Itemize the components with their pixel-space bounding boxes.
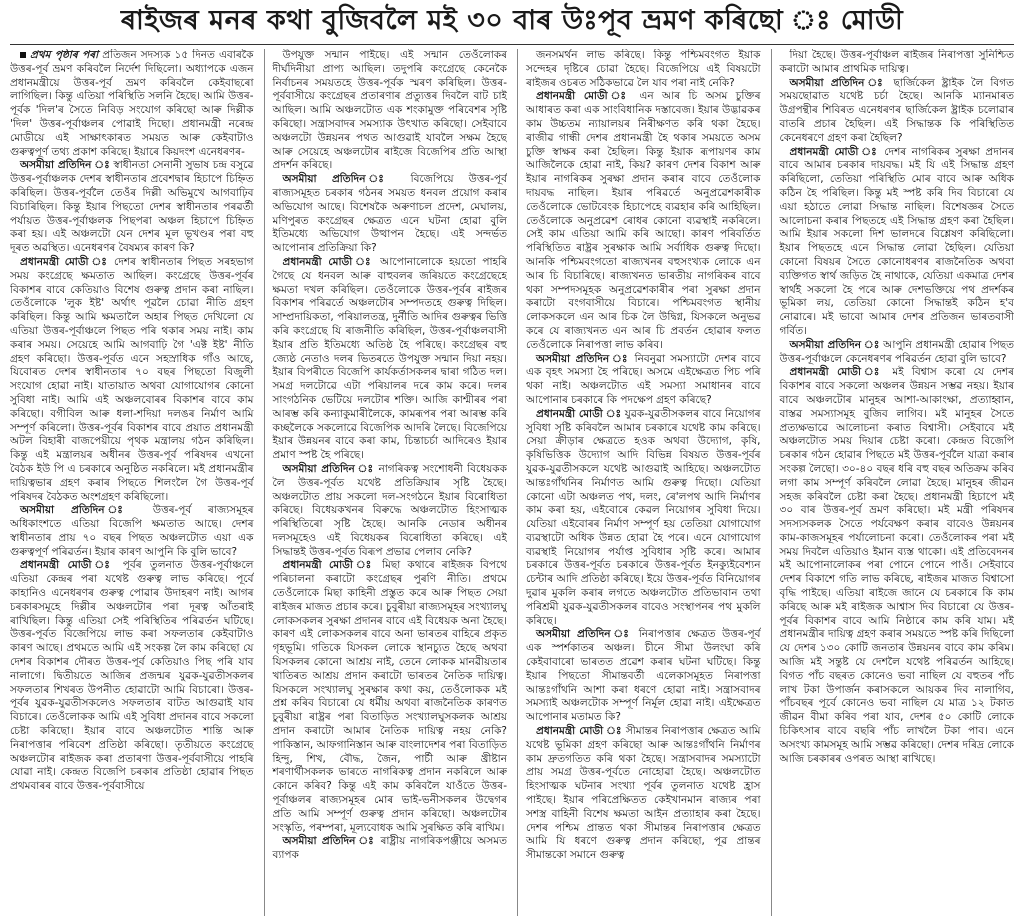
speaker-label: প্ৰধানমন্ত্ৰী মোডী ঃ: [20, 559, 115, 572]
answer-paragraph: [780, 146, 1015, 339]
paragraph-text: আপুনি প্ৰধানমন্ত্ৰী হোৱাৰ পিছত উত্তৰ-পূৰ্বাঞ্চলে কেনেধৰণৰ পৰিৱৰ্তন হোৱা বুলি ভাবে?: [779, 338, 1014, 365]
speaker-label: অসমীয়া প্ৰতিদিন ঃ: [536, 352, 630, 365]
question-paragraph: [273, 835, 508, 863]
paragraph-text: জনসমৰ্থন লাভ কৰিছে। কিন্তু পশ্চিমবংগত ইয়াক সন্দেহৰ দৃষ্টিৰে চোৱা হৈছে। বিজেপিয়ে এই বিষয়টো ৰাইজৰ ওচৰত সঠিকভাৱে লৈ যাব পৰা নাই নেকি?: [526, 49, 761, 89]
paragraph-text: যুৱক-যুৱতীসকলৰ বাবে নিয়োগৰ সুবিধা সৃষ্টি কৰিবলৈ আমাৰ চৰকাৰে যথেষ্ট কাম কৰিছে। সেয়া ক্ৰীড়াৰ ক্ষেত্ৰতে হওক অথবা উদ্যোগ, কৃষি, কৃষিভিত্তিক উদ্যোগ আদি বিভিন্ন বিষয়ত উত্তৰ-পূৰ্বৰ যুৱক-যুৱতীসকলে যথেষ্ট আগুৱাই আহিছে। অঞ্চলটোত আন্তঃগাঁথনিৰ নিৰ্মাণত আমি গুৰুত্ব দিছো। যেতিয়া কোনো এটা অঞ্চলত পথ, দলং, ৰে'লপথ আদি নিৰ্মাণৰ কাম কৰা হয়, এইবোৰে কেৱল নিয়োগৰ সুবিধা দিয়ে। যেতিয়া এইবোৰৰ নিৰ্মাণ সম্পূৰ্ণ হয় তেতিয়া যোগাযোগ ব্যৱস্থাটো অধিক উন্নত হোৱা হৈ পৰে। এনে যোগাযোগ ব্যৱস্থাই নিয়োগৰ পৰ্যাপ্ত সুবিধাৰ সৃষ্টি কৰে। আমাৰ চৰকাৰে উত্তৰ-পূৰ্বত চৰকাৰে উত্তৰ-পূৰ্বত ইনক্যুইবেশ্যন চেন্টাৰ আদি প্ৰতিষ্ঠা কৰিছে। ইয়ে উত্তৰ-পূৰ্বত বিনিয়োগৰ দুৱাৰ মুকলি কৰাৰ লগতে অঞ্চলটোত প্ৰতিভাবান তথা পৰিশ্ৰমী যুৱক-যুৱতীসকলৰ বাবেও সংস্থাপনৰ পথ মুকলি কৰিছে।: [526, 407, 761, 627]
paragraph-text: স্বাধীনতা সেনানী সুভাষ চন্দ্ৰ বসুৱে উত্তৰ-পূৰ্বাঞ্চলক দেশৰ স্বাধীনতাৰ প্ৰবেশদ্বাৰ হিচাপে চিহ্নিত কৰিছিল। উত্তৰ-পূৰ্বলৈ তেওঁৰ দিল্লী অভিমুখে আগবাঢ়িব বিচাৰিছিল। কিন্তু ইয়াৰ পিছতো দেশৰ স্বাধীনতাৰ পৰৱৰ্তী পৰ্যায়ত উত্তৰ-পূৰ্বাঞ্চলক পিছপৰা অঞ্চল হিচাপে চিহ্নিত কৰা হয়। এই অঞ্চলটো যেন দেশৰ মূল ভূখণ্ডৰ পৰা বহু দূৰত অৱস্থিত। এনেধৰণৰ বৈষম্যৰ কাৰণ কি?: [10, 159, 254, 255]
column-2: [264, 49, 508, 916]
paragraph-text: দেশৰ স্বাধীনতাৰ পিছত সৰহভাগ সময় কংগ্ৰেছে ক্ষমতাত আছিল। কংগ্ৰেছে উত্তৰ-পূৰ্বৰ বিকাশৰ বাবে কেতিয়াও বিশেষ গুৰুত্ব প্ৰদান কৰা নাছিল। তেওঁলোকে 'লুক ইষ্ট' অৰ্থাৎ পূৱলৈ চোৱা নীতি গ্ৰহণ কৰিছিল। কিন্তু আমি ক্ষমতালৈ অহাৰ পিছত দেখিলো যে এতিয়া উত্তৰ-পূৰ্বাঞ্চলে পিছত পৰি থকাৰ সময় নাই। কাম কৰাৰ সময়। সেয়েহে আমি আগবাঢ়ি গৈ 'এক্ট ইষ্ট' নীতি গ্ৰহণ কৰিছো। উত্তৰ-পূৰ্বত এনে সহস্ৰাধিক গাঁও আছে, যিবোৰত দেশৰ স্বাধীনতাৰ ৭০ বছৰ পিছতো বিজুলী সংযোগ হোৱা নাই। যাতায়াত অথবা যোগাযোগৰ কোনো সুবিধা নাই। আমি এই অঞ্চলবোৰৰ বিকাশৰ বাবে কাম কৰিছো। বগীবিল আৰু ধলা-শদিয়া দলঙৰ নিৰ্মাণ আমি সম্পূৰ্ণ কৰিলো। উত্তৰ-পূৰ্বৰ বিকাশৰ বাবে প্ৰয়াত প্ৰধানমন্ত্ৰী অটল বিহাৰী বাজপেয়ীয়ে পৃথক মন্ত্ৰালয় গঠন কৰিছিল। কিন্তু এই মন্ত্ৰালয়ৰ অধীনৰ উত্তৰ-পূৰ্ব পৰিষদৰ এখনো বৈঠক ইউ পি এ চৰকাৰে অনুষ্ঠিত নকৰিলে। মই প্ৰধানমন্ত্ৰীৰ দায়িত্বভাৰ গ্ৰহণ কৰাৰ পিছতে শিলংলৈ গৈ উত্তৰ-পূৰ্ব পৰিষদৰ বৈঠকত অংশগ্ৰহণ কৰিছিলো।: [10, 255, 254, 503]
paragraph-text: আপোনালোকে হয়তো পাহৰি গৈছে যে ধনবল আৰু বাহুবলৰ জৰিয়তে কংগ্ৰেছেহে ক্ষমতা দখল কৰিছিল। তেওঁলোকে উত্তৰ-পূৰ্বৰ ৰাইজৰ বিকাশৰ পৰিৱৰ্তে অঞ্চলটোৰ সম্পদতহে গুৰুত্ব দিছিল। সাম্প্ৰদায়িকতা, পৰিয়ালতন্ত্ৰ, দুৰ্নীতি আদিৰ গুৰুত্বৰ ভিত্তি কৰি কংগ্ৰেছে যি ৰাজনীতি কৰিছিল, উত্তৰ-পূৰ্বাঞ্চলবাসী ইয়াৰ প্ৰতি ইতিমধ্যে অতিষ্ঠ হৈ পৰিছে। কংগ্ৰেছৰ বহু জ্যেষ্ঠ নেতাও দলৰ ভিতৰতে উপযুক্ত সন্মান দিয়া নহয়। ইয়াৰ বিপৰীতে বিজেপি কাৰ্যকৰ্তাসকলৰ দ্বাৰা গঠিত দল। সমগ্ৰ দলটোৱে এটা পৰিয়ালৰ দৰে কাম কৰে। দলৰ সাংগঠনিক ভেটিয়ে দলটোৰ শক্তি। আজি কাশ্মীৰৰ পৰা আৰম্ভ কৰি কন্যাকুমাৰীলৈকে, কামৰূপৰ পৰা আৰম্ভ কৰি কচ্ছলৈকে সকলোৱে বিজেপিক আদৰি লৈছে। বিজেপিয়ে ইয়াৰ উন্নয়নৰ বাবে কৰা কাম, চিন্তাচৰ্চা আদিৰেও ইয়াৰ প্ৰমাণ স্পষ্ট হৈ পৰিছে।: [272, 255, 507, 462]
speaker-label: প্ৰধানমন্ত্ৰী মোডী ঃ: [536, 725, 622, 738]
question-paragraph: [10, 504, 254, 559]
speaker-label: প্ৰধানমন্ত্ৰী মোডী ঃ: [282, 255, 374, 268]
answer-paragraph: [273, 559, 508, 835]
speaker-label: অসমীয়া প্ৰতিদিন ঃ: [20, 504, 137, 517]
paragraph: [526, 49, 761, 90]
continuation-lead: প্ৰথম পৃষ্ঠাৰ পৰা: [30, 49, 99, 61]
speaker-label: অসমীয়া প্ৰতিদিন ঃ: [282, 835, 376, 848]
answer-paragraph: [526, 725, 761, 863]
speaker-label: অসমীয়া প্ৰতিদিন ঃ: [536, 628, 633, 641]
paragraph-text: সীমান্তৰ নিৰাপত্তাৰ ক্ষেত্ৰত আমি যথেষ্ট ভূমিকা গ্ৰহণ কৰিছো আৰু আন্তঃগাঁথনি নিৰ্মাণৰ কাম দ্ৰুতগতিত কৰি থকা হৈছে। সন্ত্ৰাসবাদৰ সমস্যাটো প্ৰায় সমগ্ৰ উত্তৰ-পূৰ্বতে নোহোৱা হৈছে। অঞ্চলটোত হিংসাত্মক ঘটনাৰ সংখ্যা পূৰ্বৰ তুলনাত যথেষ্ট হ্ৰাস পাইছে। ইয়াৰ পৰিপ্ৰেক্ষিতত কেইখানমান ৰাজ্যৰ পৰা সশস্ত্ৰ বাহিনী বিশেষ ক্ষমতা আইন প্ৰত্যাহাৰ কৰা হৈছে। দেশৰ পশ্চিম প্ৰান্তত থকা সীমান্তৰ নিৰাপত্তাৰ ক্ষেত্ৰত আমি যি ধৰণে গুৰুত্ব প্ৰদান কৰিছো, পূৱ প্ৰান্তৰ সীমান্তকো সমানে গুৰুত্ব: [526, 725, 761, 862]
paragraph: [10, 49, 254, 159]
speaker-label: অসমীয়া প্ৰতিদিন ঃ: [282, 462, 375, 475]
paragraph-text: মই বিশ্বাস কৰো যে দেশৰ বিকাশৰ বাবে সকলো অঞ্চলৰ উন্নয়ন সম্ভৱ নহয়। ইয়াৰ বাবে অঞ্চলটোৰ মানুহৰ আশা-আকাংক্ষা, প্ৰত্যাহ্বান, বাস্তৱ সমস্যাসমূহ বুজিব লাগিব। মই মানুহৰ সৈতে প্ৰত্যক্ষভাৱে আলোচনা কৰাত বিশ্বাসী। সেইবাবে মই অঞ্চলটোত সময় দিয়াৰ চেষ্টা কৰো। কেন্দ্ৰত বিজেপি চৰকাৰ গঠন হোৱাৰ পিছতে মই উত্তৰ-পূৰ্বলৈ যাত্ৰা কৰাৰ সংকল্প লৈছো। ৩০-৪০ বছৰ ধৰি বহু বছৰ অতিক্ৰম কৰিব লগা কাম সম্পূৰ্ণ কৰিবলৈ লোৱা হৈছে। মানুহৰ জীৱন সহজ কৰিবলৈ চেষ্টা কৰা হৈছে। প্ৰধানমন্ত্ৰী হিচাপে মই ৩০ বাৰ উত্তৰ-পূৰ্ব ভ্ৰমণ কৰিছো। মই মন্ত্ৰী পৰিষদৰ সদস্যসকলক সৈতে পৰ্যবেক্ষণ কৰাৰ বাবেও উন্নয়নৰ কাম-কাজসমূহৰ পৰ্যালোচনা কৰো। তেওঁলোকৰ পৰা মই সময় দিবলৈ এতিয়াও ইমান ব্যস্ত থাকো। এই প্ৰতিবেদনৰ মই আপোনালোকৰ পৰা পোনে পোনে পাওঁ। সেইবাবে দেশৰ বিকাশে গতি লাভ কৰিছে, ৰাইজৰ মাজত বিশ্বাসো বৃদ্ধি পাইছে। এতিয়া ৰাইজে জানে যে চৰকাৰে কি কাম কৰিছে আৰু মই ৰাইজক আশ্বাস দিব বিচাৰো যে উত্তৰ-পূৰ্বৰ বিকাশৰ বাবে আমি নিষ্ঠাৰে কাম কৰি যাম। মই প্ৰধানমন্ত্ৰীৰ দায়িত্ব গ্ৰহণ কৰাৰ সময়তে স্পষ্ট কৰি দিছিলো যে দেশৰ ১৩০ কোটি জনতাৰ উন্নয়নৰ বাবে কাম কৰিম। আজি মই সন্তুষ্ট যে দেশলৈ যথেষ্ট পৰিৱৰ্তন আহিছে। বিগত পাঁচ বছৰত কোনেও ভবা নাছিল যে বহুতৰ পাঁচ লাখ টকা উপাৰ্জন কৰাসকলে আয়কৰ দিব নালাগিব, পাঁচবছৰ পূৰ্বে কোনেও ভবা নাছিল যে মাত্ৰ ১২ টকাত জীৱন বীমা কৰিব পৰা যাব, দেশৰ ৫০ কোটি লোকে চিকিৎসাৰ বাবে বছৰি পাঁচ লাখলৈ টকা পাব। এনে অসংখ্য কামসমূহ আমি সম্ভৱ কৰিছো। দেশৰ দৰিদ্ৰ লোকে আজি চৰকাৰৰ ওপৰত আস্থা ৰাখিছে।: [779, 366, 1014, 765]
question-paragraph: [273, 463, 508, 560]
paragraph: [780, 49, 1015, 77]
paragraph-text: মিছা কথাৰে ৰাইজক বিপথে পৰিচালনা কৰাটো কংগ্ৰেছৰ পুৰণি নীতি। প্ৰথমে তেওঁলোকে মিছা কাহিনী প্ৰস্তুত কৰে আৰু পিছত সেয়া ৰাইজৰ মাজত প্ৰচাৰ কৰে। চুবুৰীয়া ৰাজ্যসমূহৰ সংখ্যালঘু লোকসকলৰ সুৰক্ষা প্ৰদানৰ বাবে এই বিধেয়ক অনা হৈছে। কাৰণ এই লোকসকলৰ বাবে অনা ভাৰতৰ বাহিৰে প্ৰকৃত গৃহভূমি। গতিকে যিসকল লোকে স্থানচ্যুত হৈছে অথবা যিসকলৰ কোনো আশ্ৰয় নাই, তেনে লোকক মানৱীয়তাৰ খাতিৰত আশ্ৰয় প্ৰদান কৰাটো ভাৰতৰ নৈতিক দায়িত্ব। যিসকলে সংখ্যালঘু সুৰক্ষাৰ কথা কয়, তেওঁলোকক মই প্ৰশ্ন কৰিব বিচাৰো যে ধৰ্মীয় অথবা ৰাজনৈতিক কাৰণত চুবুৰীয়া ৰাষ্ট্ৰৰ পৰা বিতাড়িত সংখ্যালঘুসকলক আশ্ৰয় প্ৰদান কৰাটো আমাৰ নৈতিক দায়িত্ব নহয় নেকি? পাকিস্তান, আফগানিস্তান আৰু বাংলাদেশৰ পৰা বিতাড়িত হিন্দু, শিখ, বৌদ্ধ, জৈন, পাৰ্চী আৰু খ্ৰীষ্টান শৰণাৰ্থীসকলক ভাৰতে নাগৰিকত্ব প্ৰদান নকৰিলে আৰু কোনে কৰিব? কিন্তু এই কাম কৰিবলৈ যাওঁতে উত্তৰ-পূৰ্বাঞ্চলৰ ৰাজ্যসমূহৰ মোৰ ভাই-ভনীসকলৰ উদ্বেগৰ প্ৰতি আমি সম্পূৰ্ণ গুৰুত্ব প্ৰদান কৰিছো। অঞ্চলটোৰ সংস্কৃতি, পৰম্পৰা, মূল্যবোধক আমি সুৰক্ষিত কৰি ৰাখিম।: [272, 559, 507, 834]
speaker-label: প্ৰধানমন্ত্ৰী মোডী ঃ: [20, 255, 109, 268]
question-paragraph: [526, 353, 761, 408]
article-columns: [10, 45, 1014, 916]
column-3: [517, 49, 761, 916]
paragraph: [273, 49, 508, 173]
answer-paragraph: [526, 408, 761, 629]
answer-paragraph: [10, 256, 254, 504]
paragraph-text: ৰাষ্ট্ৰীয় নাগৰিকপঞ্জীয়ে অসমত ব্যাপক: [272, 835, 507, 862]
paragraph-text: প্ৰতিজন সদস্যক ১৫ দিনত এবাৰকৈ উত্তৰ-পূৰ্ব ভ্ৰমণ কৰিবলৈ নিৰ্দেশ দিছিলো। অধ্যাপকে এজন প্ৰধানমন্ত্ৰীয়ে উত্তৰ-পূৰ্ব ভ্ৰমণ কৰিবলৈ কেইবাছৰো লাগিছিল। কিন্তু এতিয়া পৰিস্থিতি সলনি হৈছে। আমি উত্তৰ-পূৰ্বক 'দিল'ৰ সৈতে নিবিড় সংযোগ কৰিছো আৰু দিল্লীক 'দিল' উত্তৰ-পূৰ্বাঞ্চলৰ পোৱাই দিছো। প্ৰধানমন্ত্ৰী নৰেন্দ্ৰ মোডীয়ে এই সাক্ষাৎকাৰত সময়ত আৰু কেইবাটাও গুৰুত্বপূৰ্ণ তথ্য প্ৰকাশ কৰিছে। ইয়াৰে কিয়দংশ এনেধৰণৰ-: [10, 49, 254, 158]
paragraph-text: দিয়া হৈছে। উত্তৰ-পূৰ্বাঞ্চল ৰাইজৰ নিৰাপত্তা সুনিশ্চিত কৰাটো আমাৰ প্ৰাথমিক দায়িত্ব।: [779, 49, 1014, 75]
column-4: [771, 49, 1015, 916]
question-paragraph: [273, 173, 508, 256]
question-paragraph: [10, 159, 254, 256]
paragraph-text: উত্তৰ-পূৰ্ব ৰাজ্যসমূহৰ অধিকাংশতে এতিয়া বিজেপি ক্ষমতাত আছে। দেশৰ স্বাধীনতাৰ প্ৰায় ৭০ বছৰ পিছত অঞ্চলটোত এয়া এক গুৰুত্বপূৰ্ণ পৰিৱৰ্তন। ইয়াৰ কাৰণ আপুনি কি বুলি ভাবে?: [10, 504, 254, 558]
speaker-label: প্ৰধানমন্ত্ৰী মোডী ঃ: [282, 559, 375, 572]
paragraph-text: পূৰ্বৰ তুলনাত উত্তৰ-পূৰ্বাঞ্চলে এতিয়া কেন্দ্ৰৰ পৰা যথেষ্ট গুৰুত্ব লাভ কৰিছে। পূৰ্বে কাহানিও এনেধৰণৰ গুৰুত্ব পোৱাৰ উদাহৰণ নাই। আগৰ চৰকাৰসমূহে দিল্লীৰ অঞ্চলটোৰ পৰা দূৰত্ব আঁতৰাই ৰাখিছিল। কিন্তু এতিয়া সেই পৰিস্থিতিৰ পৰিৱৰ্তন ঘটিছে। উত্তৰ-পূৰ্বত বিজেপিয়ে লাভ কৰা সফলতাৰ কেইবাটাও কাৰণ আছে। প্ৰথমতে আমি এই সংকল্প লৈ কাম কৰিছো যে দেশৰ বিকাশৰ দৌৰত উত্তৰ-পূৰ্ব কেতিয়াও পিছ পৰি যাব নালাগে। দ্বিতীয়তে আজিৰ প্ৰজন্মৰ যুৱক-যুৱতীসকলৰ সফলতাৰ শিখৰত উপনীত হোৱাটো আমি বিচাৰো। উত্তৰ-পূৰ্বৰ যুৱক-যুৱতীসকলেও সফলতাৰ বাটত আগুৱাই যাব বিচাৰে। তেওঁলোকক আমি এই সুবিধা প্ৰদানৰ বাবে সকলো চেষ্টা কৰিছো। ইয়াৰ বাবে অঞ্চলটোত শান্তি আৰু নিৰাপত্তাৰ পৰিবেশ প্ৰতিষ্ঠা কৰিছো। তৃতীয়তে কংগ্ৰেছে অঞ্চলটোৰ ৰাইজক কৰা প্ৰতাৰণা উত্তৰ-পূৰ্ববাসীয়ে পাহৰি যোৱা নাই। কেন্দ্ৰত বিজেপি চৰকাৰ প্ৰতিষ্ঠা হোৱাৰ পিছত প্ৰথমবাৰৰ বাবে উত্তৰ-পূৰ্ববাসীয়ে: [10, 559, 254, 793]
paragraph-text: দেশৰ নাগৰিকৰ সুৰক্ষা প্ৰদানৰ বাবে আমাৰ চৰকাৰ দায়বদ্ধ। মই যি এই সিদ্ধান্ত গ্ৰহণ কৰিছিলো, তেতিয়া পৰিস্থিতি মোৰ বাবে আৰু অধিক কঠিন হৈ পৰিছিল। কিন্তু মই স্পষ্ট কৰি দিব বিচাৰো যে এয়া হঠাতে লোৱা সিদ্ধান্ত নাছিল। বিশেষজ্ঞৰ সৈতে আলোচনা কৰাৰ পিছতহে এই সিদ্ধান্ত গ্ৰহণ কৰা হৈছিল। আমি ইয়াৰ সকলো দিশ ভালদৰে বিশ্লেষণ কৰিছিলো। ইয়াৰ পিছতহে এনে সিদ্ধান্ত লোৱা হৈছিল। যেতিয়া কোনো বিষয়ৰ সৈতে কোনোধৰণৰ ৰাজনৈতিক অথবা ব্যক্তিগত স্বাৰ্থ জড়িত হৈ নাথাকে, যেতিয়া একমাত্ৰ দেশৰ স্বাৰ্থই সকলো হৈ পৰে আৰু দেশভক্তিয়ে পথ প্ৰদৰ্শকৰ ভূমিকা লয়, তেতিয়া কোনো সিদ্ধান্তই কঠিন হ'ব নোৱাৰে। মই ভাবো আমাৰ দেশৰ প্ৰতিজন ভাৰতবাসী গৰ্বিত।: [779, 145, 1014, 337]
bullet-icon: [20, 52, 26, 58]
paragraph-text: বিজেপিয়ে উত্তৰ-পূৰ্ব ৰাজ্যসমূহত চৰকাৰ গঠনৰ সময়ত ধনবল প্ৰয়োগ কৰাৰ অভিযোগ আছে। বিশেষকৈ অৰুণাচল প্ৰদেশ, মেঘালয়, মণিপুৰত কংগ্ৰেছৰ ক্ষেত্ৰত এনে ঘটনা হোৱা বুলি ইতিমধ্যে অভিযোগ উত্থাপন হৈছে। এই সন্দৰ্ভত আপোনাৰ প্ৰতিক্ৰিয়া কি?: [272, 173, 507, 255]
answer-paragraph: [526, 90, 761, 352]
speaker-label: অসমীয়া প্ৰতিদিন ঃ: [282, 173, 396, 186]
answer-paragraph: [780, 366, 1015, 766]
question-paragraph: [780, 339, 1015, 367]
headline: ৰাইজৰ মনৰ কথা বুজিবলৈ মই ৩০ বাৰ উঃপূব ভ্ৰমণ কৰিছো ঃ মোডী: [10, 0, 1014, 45]
column-1: [10, 49, 254, 916]
paragraph-text: নাগৰিকত্ব সংশোধনী বিধেয়কক লৈ উত্তৰ-পূৰ্বত যথেষ্ট প্ৰতিক্ৰিয়াৰ সৃষ্টি হৈছে। অঞ্চলটোত প্ৰায় সকলো দল-সংগঠনে ইয়াৰ বিৰোধিতা কৰিছে। বিধেয়কখনৰ বিৰুদ্ধে অঞ্চলটোত হিংসাত্মক পৰিস্থিতিৰো সৃষ্টি হৈছে। আনকি নেডাৰ অধীনৰ দলসমূহেও এই বিধেয়কৰ বিৰোধিতা কৰিছে। এই সিদ্ধান্তই উত্তৰ-পূৰ্বত বিৰূপ প্ৰভাৱ পেলাব নেকি?: [272, 462, 507, 558]
paragraph-text: এন আৰ চি অসম চুক্তিৰ আধাৰত কৰা এক সাংবিধানিক দস্তাবেজ। ইয়াৰ উদ্ভাৱকৰ কাম উচ্চতম ন্যায়ালয়ৰ নিৰীক্ষণত কৰি থকা হৈছে। ৰাজীৱ গান্ধী দেশৰ প্ৰধানমন্ত্ৰী হৈ থকাৰ সময়তে অসম চুক্তি স্বাক্ষৰ কৰা হৈছিল। কিন্তু ইয়াক ৰূপায়ণৰ কাম আজিলৈকে হোৱা নাই, কিয়? কাৰণ দেশৰ বিকাশ আৰু ইয়াৰ নাগৰিকৰ সুৰক্ষা প্ৰদান কৰাৰ বাবে তেওঁলোক দায়বদ্ধ নাছিল। ইয়াৰ পৰিৱৰ্তে অনুপ্ৰৱেশকাৰীক তেওঁলোকে ভোটবেংক হিচাপেহে ব্যৱহাৰ কৰি আহিছিল। তেওঁলোকে অনুপ্ৰৱেশ ৰোধৰ কোনো ব্যৱস্থাই নকৰিলে। সেই কাম এতিয়া আমি কৰি আছো। কাৰণ পৰিবৰ্তিত পৰিস্থিতিত ৰাষ্ট্ৰৰ সুৰক্ষাক আমি সৰ্বাধিক গুৰুত্ব দিছো। আনকি পশ্চিমবংগতো ৰাজ্যখনৰ বহুসংখ্যক লোকে এন আৰ চি বিচাৰিছে। ৰাজ্যখনত ভাৰতীয় নাগৰিকৰ বাবে থকা সম্পদসমূহক অনুপ্ৰৱেশকাৰীৰ পৰা সুৰক্ষা প্ৰদান কৰাটো বংগবাসীয়ে বিচাৰে। পশ্চিমবংগত স্থানীয় লোকসকলে এন আৰ চিক লৈ উদ্বিগ্ন, যিসকলে অনুভৱ কৰে যে ৰাজ্যখনত এন আৰ চি প্ৰবৰ্তন হোৱাৰ ফলত তেওঁলোকে নিৰাপত্তা লাভ কৰিব।: [526, 90, 761, 351]
question-paragraph: [780, 77, 1015, 146]
speaker-label: অসমীয়া প্ৰতিদিন ঃ: [20, 159, 110, 172]
paragraph-text: নিৰাপত্তাৰ ক্ষেত্ৰত উত্তৰ-পূৰ্ব এক স্পৰ্শকাতৰ অঞ্চল। চীনে সীমা উলংঘা কৰি কেইবাবাৰো ভাৰতত প্ৰৱেশ কৰাৰ ঘটনা ঘটিছে। কিন্তু ইয়াৰ পিছতো সীমান্তবৰ্তী এলেকাসমূহত নিৰাপত্তা আন্তঃগাঁথনি আশা কৰা ধৰণে হোৱা নাই। সন্ত্ৰাসবাদৰ সমস্যাই অঞ্চলটোক সম্পূৰ্ণ নিৰ্মূল হোৱা নাই। এইক্ষেত্ৰত আপোনাৰ মতামত কি?: [526, 628, 761, 724]
paragraph-text: নিবনুৱা সমস্যাটো দেশৰ বাবে এক বৃহৎ সমস্যা হৈ পৰিছে। অসমে এইক্ষেত্ৰত পিচ পৰি থকা নাই। অঞ্চলটোত এই সমস্যা সমাধানৰ বাবে আপোনাৰ চৰকাৰে কি পদক্ষেপ গ্ৰহণ কৰিছে?: [526, 352, 761, 406]
speaker-label: অসমীয়া প্ৰতিদিন ঃ: [789, 338, 880, 351]
paragraph-text: ছাৰ্জিকেল ষ্ট্ৰাইক লৈ বিগত সময়ছোৱাত যথেষ্ট চৰ্চা হৈছে। আনকি ম্যানমাৰত উগ্ৰপন্থীৰ শিবিৰত এনেধৰণৰ ছাৰ্জিকেল ষ্ট্ৰাইক চলোৱাৰ বাতৰি প্ৰচাৰ হৈছিল। এই সিদ্ধান্তক কি পৰিস্থিতিত কেনেধৰণে গ্ৰহণ কৰা হৈছিল?: [779, 76, 1014, 144]
answer-paragraph: [273, 256, 508, 463]
paragraph-text: উপযুক্ত সন্মান পাইছে। এই সন্মান তেওঁলোকৰ দীৰ্ঘদিনীয়া প্ৰাপ্য আছিল। তদুপৰি কংগ্ৰেছে কেনেকৈ নিৰ্বাচনৰ সময়তহে উত্তৰ-পূৰ্বক স্মৰণ কৰিছিল। উত্তৰ-পূৰ্ববাসীয়ে কংগ্ৰেছৰ প্ৰতাৰণাৰ প্ৰত্যুত্তৰ দিবলৈ বাট চাই আছিল। আমি অঞ্চলটোত এক শংকামুক্ত পৰিবেশৰ সৃষ্টি কৰিছো। সন্ত্ৰাসবাদৰ সমস্যাক উৎখাত কৰিছো। সেইবাবে অঞ্চলটো উন্নয়নৰ পথত আগুৱাই যাবলৈ সক্ষম হৈছে আৰু সেয়েহে অঞ্চলটোৰ ৰাইজে বিজেপিৰ প্ৰতি আস্থা প্ৰদৰ্শন কৰিছে।: [272, 49, 507, 172]
answer-paragraph: [10, 559, 254, 794]
question-paragraph: [526, 628, 761, 725]
speaker-label: প্ৰধানমন্ত্ৰী মোডী ঃ: [536, 407, 622, 420]
speaker-label: প্ৰধানমন্ত্ৰী মোডী ঃ: [789, 366, 885, 379]
speaker-label: অসমীয়া প্ৰতিদিন ঃ: [789, 76, 887, 89]
speaker-label: প্ৰধানমন্ত্ৰী মোডী ঃ: [536, 90, 632, 103]
speaker-label: প্ৰধানমন্ত্ৰী মোডী ঃ: [789, 145, 879, 158]
